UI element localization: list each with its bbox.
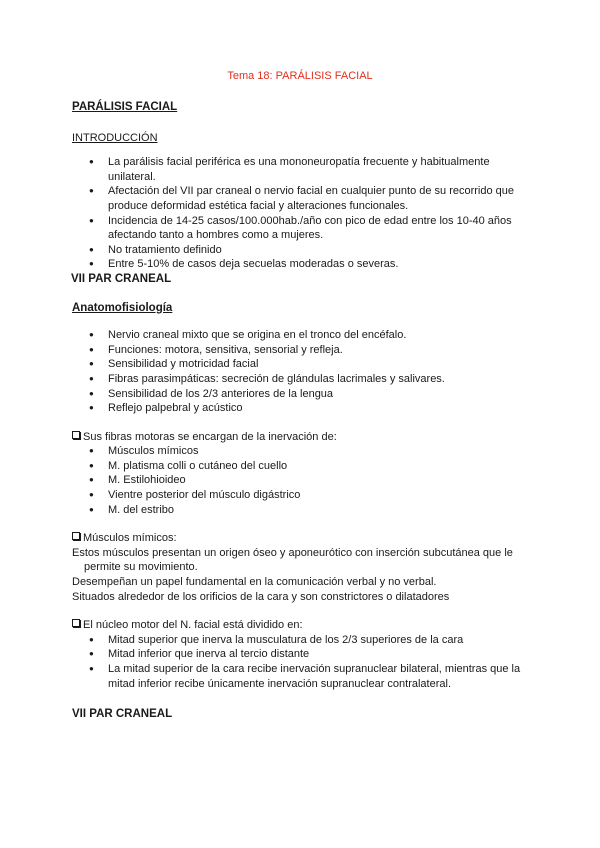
list-item: ● Nervio craneal mixto que se origina en el tronco del encéfalo. xyxy=(72,328,532,343)
topic-title: Tema 18: PARÁLISIS FACIAL xyxy=(227,70,373,82)
list-item: ● Mitad superior que inerva la musculatura de los 2/3 superiores de la cara xyxy=(72,633,532,648)
fibras-intro xyxy=(72,430,532,445)
list-item: ● Músculos mímicos xyxy=(72,444,532,459)
list-item: ● M. platisma colli o cutáneo del cuello xyxy=(72,459,532,474)
intro-list xyxy=(72,155,532,272)
list-item: ● Incidencia de 14-25 casos/100.000hab./año con pico de edad entre los 10-40 años afectando tanto a hombres como a mujeres. xyxy=(72,214,532,243)
mimicos-line: Estos músculos presentan un origen óseo y aponeurótico con inserción subcutánea que le xyxy=(72,546,513,559)
list-item: ● Reflejo palpebral y acústico xyxy=(72,401,532,416)
checkbox-icon xyxy=(72,532,80,540)
section-heading-vii: VII PAR CRANEAL xyxy=(71,272,172,285)
list-item: ● Funciones: motora, sensitiva, sensorial y refleja. xyxy=(72,343,532,358)
anatomo-list xyxy=(72,328,532,416)
fibras-list xyxy=(72,444,532,517)
nucleo-list xyxy=(72,633,532,691)
list-item: ● Fibras parasimpáticas: secreción de glándulas lacrimales y salivares. xyxy=(72,372,532,387)
nucleo-intro xyxy=(72,618,532,633)
checkbox-icon xyxy=(72,431,80,439)
mimicos-title-text: Músculos mímicos: xyxy=(83,532,177,545)
section-heading-vii-2: VII PAR CRANEAL xyxy=(72,708,173,721)
mimicos-line: Situados alrededor de los orificios de la cara y son constrictores o dilatadores xyxy=(72,590,450,603)
document-content xyxy=(72,100,532,722)
list-item: ● Vientre posterior del músculo digástrico xyxy=(72,488,532,503)
mimicos-line: permite su movimiento. xyxy=(84,561,198,574)
mimicos-line: Desempeñan un papel fundamental en la comunicación verbal y no verbal. xyxy=(72,576,437,589)
list-item: ● M. del estribo xyxy=(72,503,532,518)
list-item: ● Afectación del VII par craneal o nervio facial en cualquier punto de su recorrido que produce deformidad estética facial y alteraciones funcionales. xyxy=(72,184,532,213)
list-item: ● La mitad superior de la cara recibe inervación supranuclear bilateral, mientras que la mitad inferior recibe únicamente inervación supranuclear contralateral. xyxy=(72,662,532,691)
anatomo-heading: Anatomofisiología xyxy=(72,301,173,314)
main-heading: PARÁLISIS FACIAL xyxy=(72,101,178,113)
list-item: ● Sensibilidad y motricidad facial xyxy=(72,357,532,372)
list-item: ● La parálisis facial periférica es una mononeuropatía frecuente y habitualmente unilateral. xyxy=(72,155,532,184)
list-item: ● Entre 5-10% de casos deja secuelas moderadas o severas. xyxy=(72,257,532,272)
mimicos-title xyxy=(72,531,532,546)
nucleo-intro-text: El núcleo motor del N. facial está dividido en: xyxy=(83,619,303,632)
checkbox-icon xyxy=(72,619,80,627)
list-item: ● Sensibilidad de los 2/3 anteriores de la lengua xyxy=(72,387,532,402)
fibras-intro-text: Sus fibras motoras se encargan de la inervación de: xyxy=(83,430,337,443)
list-item: ● Mitad inferior que inerva al tercio distante xyxy=(72,647,532,662)
intro-heading: INTRODUCCIÓN xyxy=(72,131,158,144)
list-item: ● M. Estilohioideo xyxy=(72,473,532,488)
list-item: ● No tratamiento definido xyxy=(72,243,532,258)
